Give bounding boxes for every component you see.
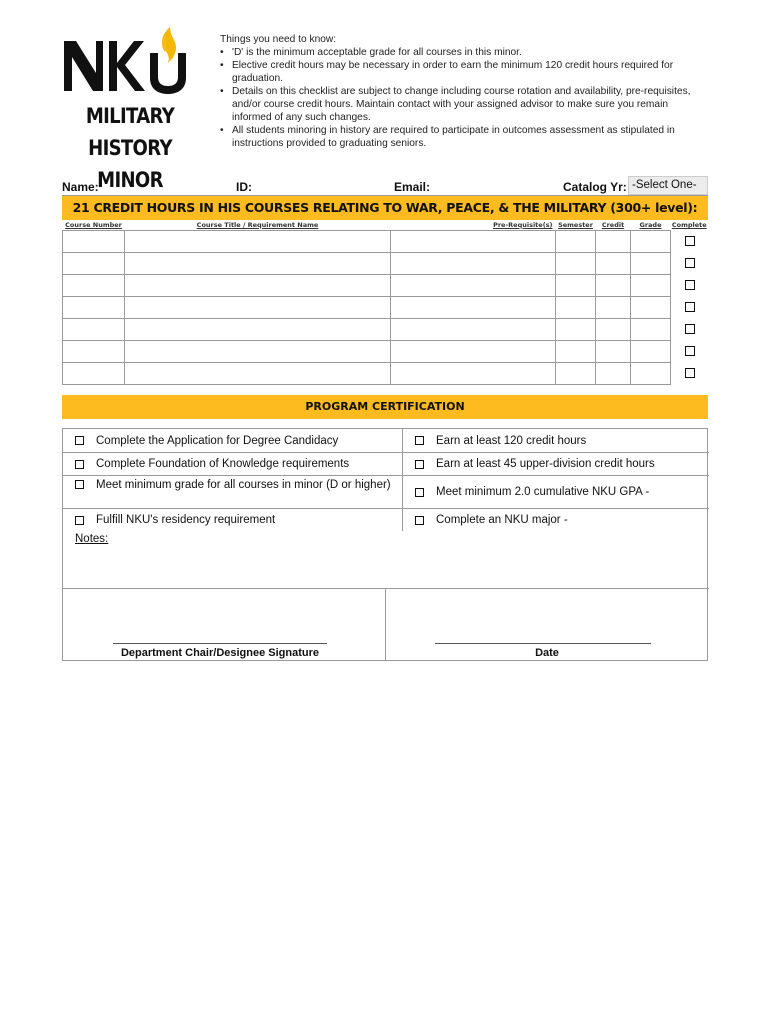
credit-cell[interactable] bbox=[596, 274, 631, 296]
col-semester: Semester bbox=[558, 220, 593, 229]
course-title-cell[interactable] bbox=[125, 296, 391, 318]
date-line[interactable] bbox=[435, 643, 651, 644]
catalog-year-label: Catalog Yr: bbox=[563, 180, 627, 194]
cert-checkbox[interactable] bbox=[75, 516, 84, 525]
notes-divider bbox=[63, 588, 709, 589]
course-title-cell[interactable] bbox=[125, 318, 391, 340]
things-item: • All students minoring in history are required to participate in outcomes assessment as stipulated in instructions provided to graduating seniors. bbox=[220, 124, 710, 150]
prereq-cell[interactable] bbox=[391, 296, 556, 318]
name-label: Name: bbox=[62, 180, 99, 194]
semester-cell[interactable] bbox=[556, 252, 596, 274]
cert-item bbox=[403, 429, 709, 452]
complete-checkbox[interactable] bbox=[685, 368, 695, 378]
cert-item-label: Meet minimum grade for all courses in minor (D or higher) bbox=[96, 479, 391, 491]
table-row bbox=[63, 296, 709, 318]
course-title-cell[interactable] bbox=[125, 230, 391, 252]
cert-item bbox=[63, 429, 403, 452]
semester-cell[interactable] bbox=[556, 362, 596, 384]
things-item: • Elective credit hours may be necessary in order to earn the minimum 120 credit hours required for graduation. bbox=[220, 59, 710, 85]
course-number-cell[interactable] bbox=[63, 230, 125, 252]
cert-item bbox=[403, 509, 709, 531]
course-title-cell[interactable] bbox=[125, 362, 391, 384]
things-heading: Things you need to know: bbox=[220, 34, 337, 45]
col-prerequisites: Pre-Requisite(s) bbox=[493, 220, 553, 229]
minor-title-line2: HISTORY MINOR bbox=[88, 136, 172, 192]
grade-cell[interactable] bbox=[631, 296, 671, 318]
courses-heading: 21 CREDIT HOURS IN HIS COURSES RELATING TO WAR, PEACE, & THE MILITARY (300+ level): bbox=[62, 196, 708, 220]
grade-cell[interactable] bbox=[631, 340, 671, 362]
complete-checkbox[interactable] bbox=[685, 280, 695, 290]
course-table bbox=[62, 220, 709, 385]
col-grade: Grade bbox=[639, 220, 662, 229]
cert-row bbox=[63, 429, 709, 453]
table-row bbox=[63, 274, 709, 296]
course-table-header bbox=[63, 220, 709, 230]
student-info-row bbox=[62, 176, 708, 196]
col-complete: Complete bbox=[671, 221, 707, 229]
course-title-cell[interactable] bbox=[125, 252, 391, 274]
grade-cell[interactable] bbox=[631, 318, 671, 340]
cert-item-label: Earn at least 120 credit hours bbox=[436, 434, 587, 447]
notes-label: Notes: bbox=[75, 533, 109, 545]
catalog-year-select[interactable]: -Select One- bbox=[628, 176, 708, 195]
semester-cell[interactable] bbox=[556, 340, 596, 362]
cert-item bbox=[63, 509, 403, 531]
complete-cell bbox=[671, 296, 709, 318]
semester-cell[interactable] bbox=[556, 318, 596, 340]
cert-row bbox=[63, 476, 709, 509]
cert-item-label: Meet minimum 2.0 cumulative NKU GPA - bbox=[436, 486, 650, 498]
course-title-cell[interactable] bbox=[125, 274, 391, 296]
cert-checkbox[interactable] bbox=[75, 436, 84, 445]
prereq-cell[interactable] bbox=[391, 362, 556, 384]
table-row bbox=[63, 318, 709, 340]
course-number-cell[interactable] bbox=[63, 362, 125, 384]
course-title-cell[interactable] bbox=[125, 340, 391, 362]
date-label: Date bbox=[535, 647, 559, 659]
complete-cell bbox=[671, 362, 709, 384]
course-number-cell[interactable] bbox=[63, 340, 125, 362]
prereq-cell[interactable] bbox=[391, 274, 556, 296]
cert-item-label: Complete Foundation of Knowledge requirements bbox=[96, 458, 350, 470]
cert-item bbox=[63, 453, 403, 475]
cert-item-label: Earn at least 45 upper-division credit hours bbox=[436, 458, 655, 470]
course-number-cell[interactable] bbox=[63, 252, 125, 274]
table-row bbox=[63, 230, 709, 252]
certification-heading: PROGRAM CERTIFICATION bbox=[62, 395, 708, 419]
credit-cell[interactable] bbox=[596, 230, 631, 252]
cert-item bbox=[403, 476, 709, 508]
things-to-know bbox=[220, 33, 710, 150]
col-course-number: Course Number bbox=[65, 220, 122, 229]
course-number-cell[interactable] bbox=[63, 318, 125, 340]
cert-checkbox[interactable] bbox=[415, 488, 424, 497]
certification-box bbox=[62, 428, 708, 661]
prereq-cell[interactable] bbox=[391, 340, 556, 362]
things-item: • 'D' is the minimum acceptable grade for all courses in this minor. bbox=[220, 46, 710, 59]
complete-cell bbox=[671, 230, 709, 252]
table-row bbox=[63, 362, 709, 384]
semester-cell[interactable] bbox=[556, 274, 596, 296]
prereq-cell[interactable] bbox=[391, 252, 556, 274]
semester-cell[interactable] bbox=[556, 296, 596, 318]
course-number-cell[interactable] bbox=[63, 296, 125, 318]
credit-cell[interactable] bbox=[596, 340, 631, 362]
complete-checkbox[interactable] bbox=[685, 302, 695, 312]
cert-item-label: Complete the Application for Degree Candidacy bbox=[96, 434, 339, 447]
cert-checkbox[interactable] bbox=[415, 516, 424, 525]
grade-cell[interactable] bbox=[631, 362, 671, 384]
complete-cell bbox=[671, 274, 709, 296]
things-list bbox=[220, 46, 710, 150]
cert-row bbox=[63, 509, 709, 531]
grade-cell[interactable] bbox=[631, 230, 671, 252]
nku-logo bbox=[62, 25, 190, 97]
complete-cell bbox=[671, 252, 709, 274]
credit-cell[interactable] bbox=[596, 296, 631, 318]
signature-label: Department Chair/Designee Signature bbox=[120, 647, 320, 659]
signature-divider bbox=[385, 588, 386, 661]
cert-item-label: Complete an NKU major - bbox=[436, 514, 568, 526]
semester-cell[interactable] bbox=[556, 230, 596, 252]
grade-cell[interactable] bbox=[631, 252, 671, 274]
cert-item bbox=[63, 476, 403, 508]
credit-cell[interactable] bbox=[596, 362, 631, 384]
cert-checkbox[interactable] bbox=[415, 460, 424, 469]
complete-checkbox[interactable] bbox=[685, 324, 695, 334]
cert-item-label: Fulfill NKU's residency requirement bbox=[96, 514, 276, 526]
prereq-cell[interactable] bbox=[391, 318, 556, 340]
table-row bbox=[63, 340, 709, 362]
email-label: Email: bbox=[394, 180, 431, 194]
course-number-cell[interactable] bbox=[63, 274, 125, 296]
complete-checkbox[interactable] bbox=[685, 236, 695, 246]
id-label: ID: bbox=[236, 180, 252, 194]
cert-item bbox=[403, 453, 709, 475]
complete-cell bbox=[671, 318, 709, 340]
cert-checkbox[interactable] bbox=[75, 480, 84, 489]
col-course-title: Course Title / Requirement Name bbox=[196, 220, 319, 229]
complete-checkbox[interactable] bbox=[685, 346, 695, 356]
col-credit: Credit bbox=[601, 220, 625, 229]
cert-checkbox[interactable] bbox=[415, 436, 424, 445]
credit-cell[interactable] bbox=[596, 252, 631, 274]
credit-cell[interactable] bbox=[596, 318, 631, 340]
minor-title-line1: MILITARY bbox=[85, 104, 175, 128]
prereq-cell[interactable] bbox=[391, 230, 556, 252]
table-row bbox=[63, 252, 709, 274]
grade-cell[interactable] bbox=[631, 274, 671, 296]
complete-cell bbox=[671, 340, 709, 362]
cert-checkbox[interactable] bbox=[75, 460, 84, 469]
cert-row bbox=[63, 453, 709, 476]
complete-checkbox[interactable] bbox=[685, 258, 695, 268]
signature-line[interactable] bbox=[113, 643, 327, 644]
things-item: • Details on this checklist are subject to change including course rotation and availability, pre-requisites, and/or course credit hours. Maintain contact with your assigned advisor to make sure you remain informed of any such changes. bbox=[220, 85, 710, 124]
